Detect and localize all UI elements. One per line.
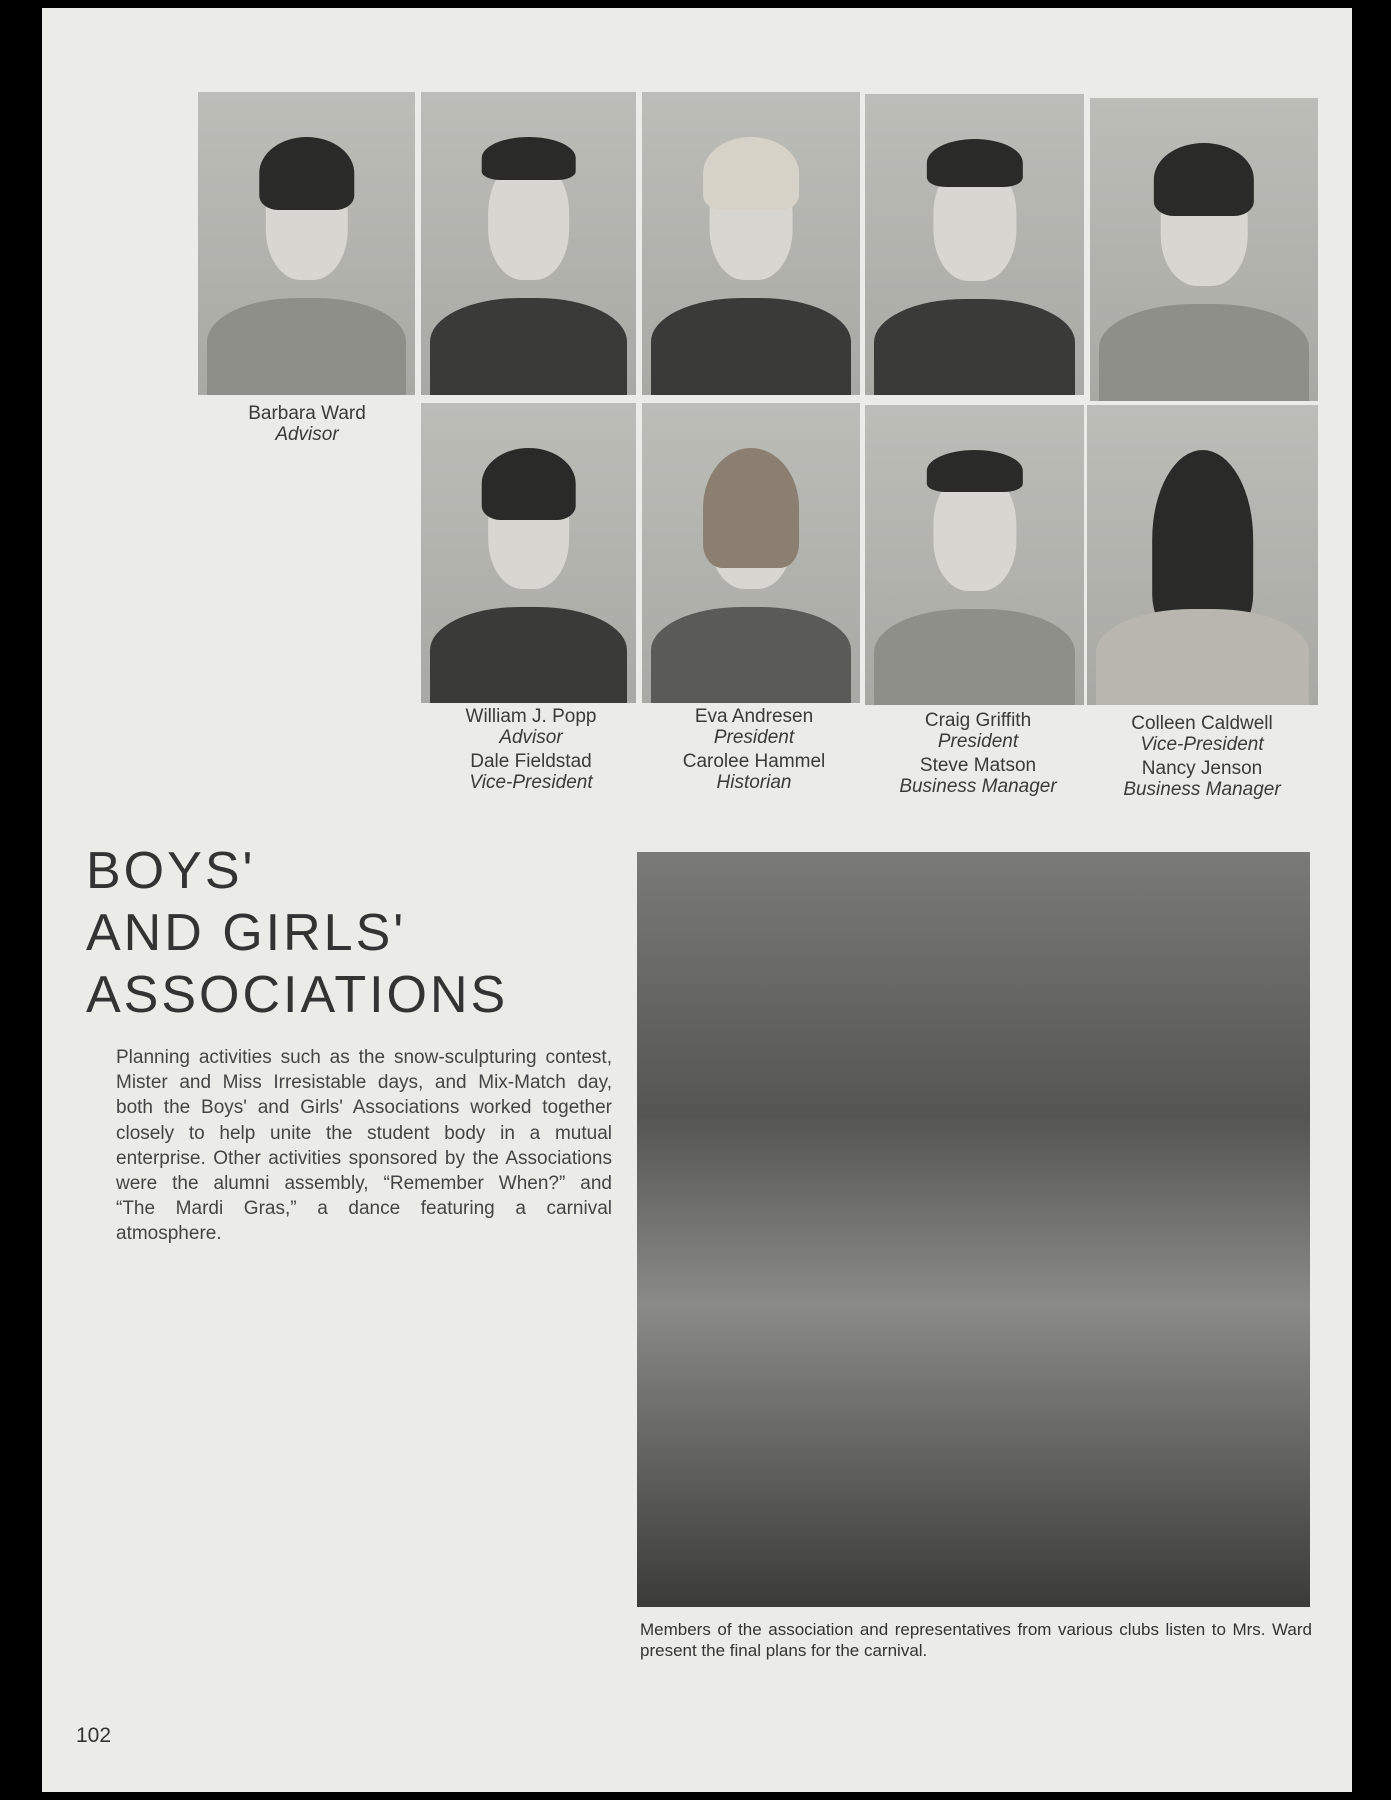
title-line: AND GIRLS': [86, 904, 407, 962]
caption-column-2: [644, 706, 864, 793]
portrait-name: Eva Andresen: [694, 706, 814, 727]
portrait-william-popp: [421, 92, 636, 395]
portrait-role: Business Manager: [899, 776, 1057, 797]
portrait-name: Craig Griffith: [924, 710, 1032, 731]
article-body: Planning activities such as the snow-sculpturing contest, Mister and Miss Irresistable days, and Mix-Match day, both the Boys' and Girls' Associations worked together closely to help unite the student body in a mutual enterprise. Other activities sponsored by the Associations were the alumni assembly, “Remember When?” and “The Mardi Gras,” a dance featuring a carnival atmosphere.: [116, 1047, 612, 1245]
caption-barbara-ward: [197, 403, 417, 445]
portrait-barbara-ward: [198, 92, 415, 395]
portrait-role: President: [937, 731, 1019, 752]
yearbook-page: [42, 8, 1352, 1792]
title-line: ASSOCIATIONS: [86, 966, 509, 1024]
portrait-role: Vice-President: [469, 772, 593, 793]
portrait-role: Advisor: [275, 424, 339, 445]
article-title: [86, 840, 508, 1026]
portrait-name: Steve Matson: [919, 755, 1037, 776]
classroom-photo: [637, 852, 1310, 1607]
portrait-role: Vice-President: [1140, 734, 1264, 755]
caption-column-1: [421, 706, 641, 793]
portrait-name: Dale Fieldstad: [470, 751, 592, 772]
portrait-name: Barbara Ward: [248, 403, 366, 424]
title-line: BOYS': [86, 842, 256, 900]
page-number: 102: [76, 1724, 112, 1747]
portrait-craig-griffith: [865, 94, 1084, 395]
caption-column-3: [868, 710, 1088, 797]
portrait-role: President: [713, 727, 795, 748]
portrait-eva-andresen: [642, 92, 860, 395]
portrait-name: Colleen Caldwell: [1131, 713, 1273, 734]
portrait-role: Business Manager: [1123, 779, 1281, 800]
portrait-role: Advisor: [499, 727, 563, 748]
caption-column-4: [1092, 713, 1312, 800]
portrait-dale-fieldstad: [421, 403, 636, 703]
portrait-name: Nancy Jenson: [1141, 758, 1263, 779]
photo-caption: Members of the association and representatives from various clubs listen to Mrs. Ward present the final plans for the carnival.: [640, 1620, 1312, 1660]
portrait-carolee-hammel: [642, 403, 860, 703]
portrait-name: Carolee Hammel: [682, 751, 826, 772]
portrait-steve-matson: [865, 405, 1084, 705]
portrait-role: Historian: [716, 772, 792, 793]
portrait-nancy-jenson: [1087, 405, 1318, 705]
portrait-colleen-caldwell: [1090, 98, 1318, 401]
portrait-name: William J. Popp: [465, 706, 597, 727]
